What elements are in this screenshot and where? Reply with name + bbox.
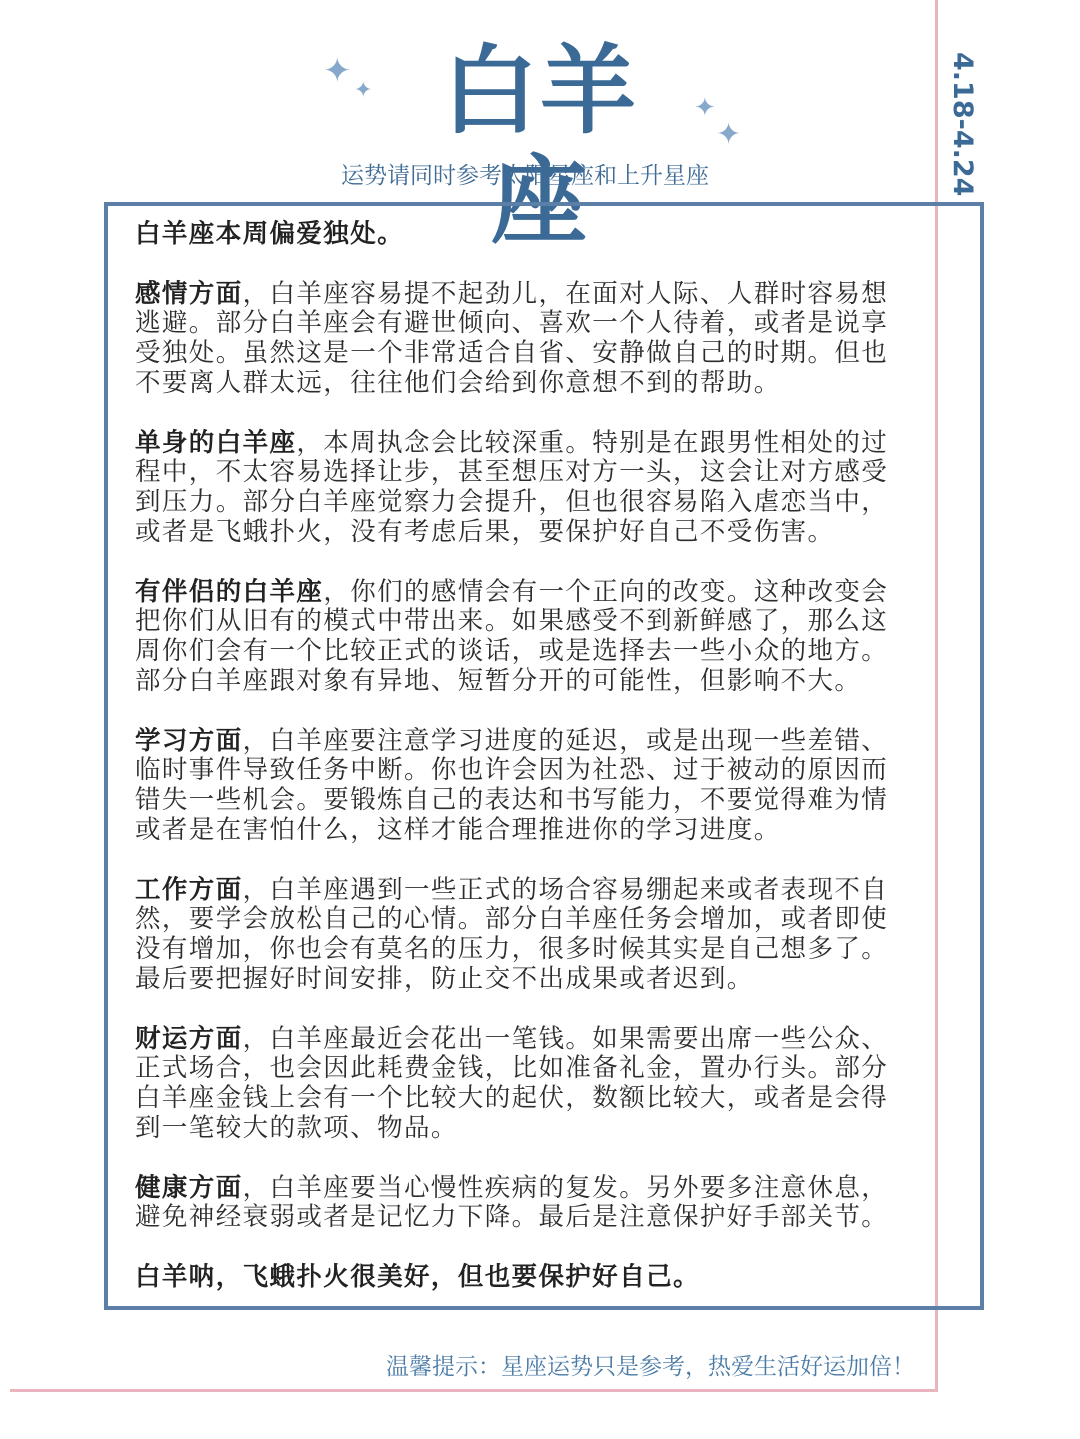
section-heading: 学习方面 — [135, 725, 243, 756]
section-text: ，你们的感情会有一个正向的改变。这种改变会把你们从旧有的模式中带出来。如果感受不到新鲜感了，那么这周你们会有一个比较正式的谈话，或是选择去一些小众的地方。部分白羊座跟对象有异地、短暂分开的可能性，但影响不大。 — [135, 576, 889, 696]
date-range: 4.18-4.24 — [947, 52, 978, 197]
sparkle-icon: ✦ — [694, 93, 716, 123]
footer-tip: 温馨提示：星座运势只是参考，热爱生活好运加倍！ — [386, 1354, 915, 1380]
section-health — [135, 1174, 915, 1234]
section-text: ，白羊座容易提不起劲儿，在面对人际、人群时容易想逃避。部分白羊座会有避世倾向、喜欢一个人待着，或者是说享受独处。虽然这是一个非常适合自省、安静做自己的时期。但也不要离人群太远，往往他们会给到你意想不到的帮助。 — [135, 278, 889, 398]
section-partnered — [135, 578, 915, 697]
section-text: ，白羊座要当心慢性疾病的复发。另外要多注意休息，避免神经衰弱或者是记忆力下降。最后是注意保护好手部关节。 — [135, 1172, 889, 1233]
sparkle-icon: ✦ — [716, 117, 742, 152]
intro-paragraph — [135, 220, 915, 250]
section-text: ，白羊座最近会花出一笔钱。如果需要出席一些公众、正式场合，也会因此耗费金钱，比如准备礼金，置办行头。部分白羊座金钱上会有一个比较大的起伏，数额比较大，或者是会得到一笔较大的款项、物品。 — [135, 1023, 889, 1143]
horoscope-content — [135, 220, 915, 1322]
section-wealth — [135, 1025, 915, 1144]
section-heading: 感情方面 — [135, 278, 243, 309]
section-text: ，白羊座要注意学习进度的延迟，或是出现一些差错、临时事件导致任务中断。你也许会因为社恐、过于被动的原因而错失一些机会。要锻炼自己的表达和书写能力，不要觉得难为情或者是在害怕什么，这样才能合理推进你的学习进度。 — [135, 725, 889, 845]
section-heading: 单身的白羊座 — [135, 427, 297, 458]
subtitle: 运势请同时参考太阳星座和上升星座 — [341, 163, 709, 189]
section-heading: 健康方面 — [135, 1172, 243, 1203]
section-text: ，本周执念会比较深重。特别是在跟男性相处的过程中，不太容易选择让步，甚至想压对方一头，这会让对方感受到压力。部分白羊座觉察力会提升，但也很容易陷入虐恋当中，或者是飞蛾扑火，没有考虑后果，要保护好自己不受伤害。 — [135, 427, 889, 547]
section-study — [135, 727, 915, 846]
intro-text: 白羊座本周偏爱独处。 — [135, 219, 405, 249]
sparkle-icon: ✦ — [323, 51, 352, 91]
section-text: ，白羊座遇到一些正式的场合容易绷起来或者表现不自然，要学会放松自己的心情。部分白羊座任务会增加，或者即使没有增加，你也会有莫名的压力，很多时候其实是自己想多了。最后要把握好时间安排，防止交不出成果或者迟到。 — [135, 874, 889, 994]
closing-paragraph — [135, 1263, 915, 1293]
section-love — [135, 280, 915, 399]
section-heading: 财运方面 — [135, 1023, 243, 1054]
section-heading: 有伴侣的白羊座 — [135, 576, 324, 607]
section-work — [135, 876, 915, 995]
closing-text: 白羊呐，飞蛾扑火很美好，但也要保护好自己。 — [135, 1261, 700, 1292]
page-title: 白羊座 — [442, 35, 638, 257]
section-single — [135, 429, 915, 548]
pink-horizontal-line — [10, 1389, 938, 1392]
sparkle-icon: ✦ — [354, 78, 373, 103]
section-heading: 工作方面 — [135, 874, 243, 905]
